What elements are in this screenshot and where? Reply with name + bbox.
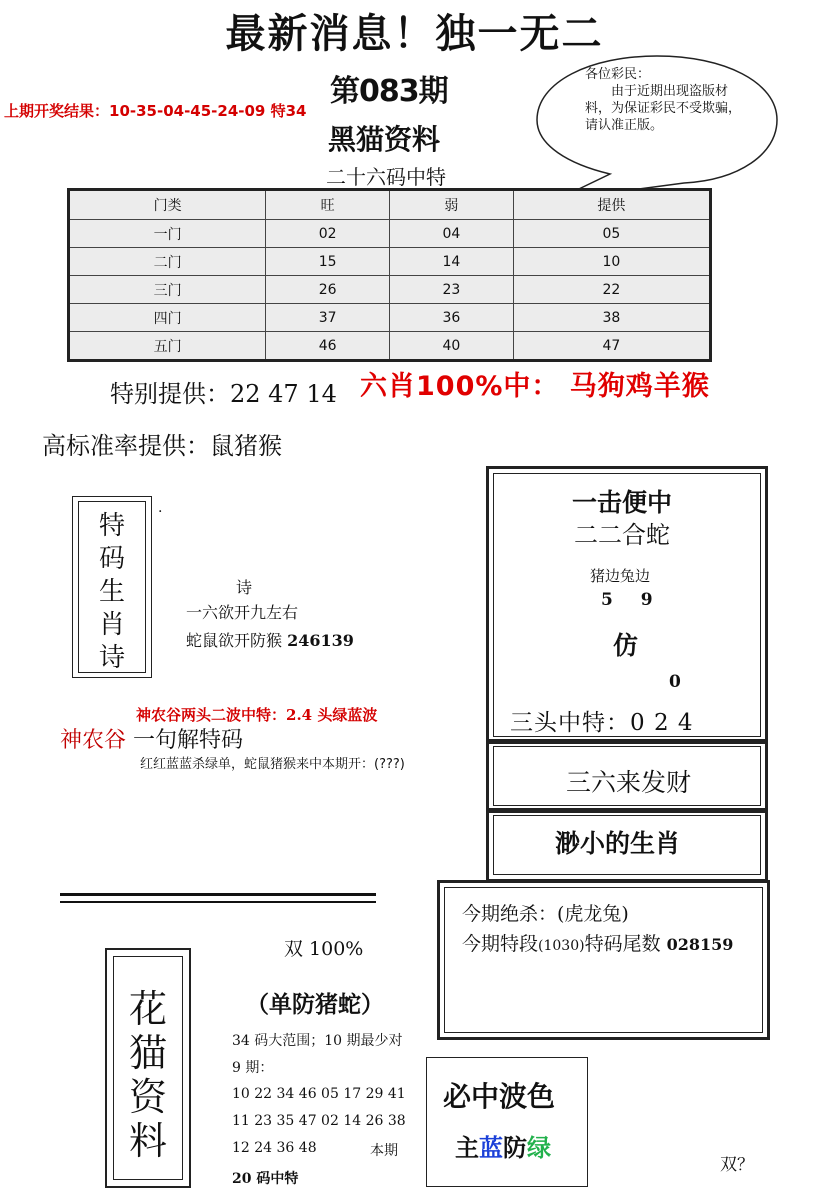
table-cell: 46 bbox=[266, 332, 390, 361]
table-cell: 36 bbox=[389, 304, 513, 332]
subtitle-26-codes: 二十六码中特 bbox=[326, 165, 446, 189]
six-zodiac: 六肖100%中： 马狗鸡羊猴 bbox=[360, 371, 710, 402]
snake-line: 二二合蛇 bbox=[574, 521, 670, 549]
table-row bbox=[69, 276, 711, 304]
wave-main: 主 bbox=[455, 1133, 479, 1162]
table-cell: 38 bbox=[513, 304, 710, 332]
divider-line bbox=[60, 893, 376, 896]
flower-cat-line-6: 20 码中特 bbox=[232, 1171, 299, 1187]
table-cell: 37 bbox=[266, 304, 390, 332]
sanliu-text: 三六来发财 bbox=[566, 768, 692, 797]
one-hit-title: 一击便中 bbox=[572, 488, 673, 517]
flower-cat-line-5: 12 24 36 48 bbox=[232, 1140, 317, 1156]
door-table bbox=[67, 188, 712, 362]
kill-line-1: 今期绝杀：(虎龙兔) bbox=[462, 903, 629, 925]
wave-blue: 蓝 bbox=[479, 1133, 503, 1162]
flower-cat-line-4: 11 23 35 47 02 14 26 38 bbox=[232, 1113, 406, 1129]
table-cell: 04 bbox=[389, 220, 513, 248]
table-header: 弱 bbox=[389, 190, 513, 220]
wave-green: 绿 bbox=[527, 1133, 551, 1162]
tiny-zodiac-text: 渺小的生肖 bbox=[555, 829, 681, 858]
table-cell: 26 bbox=[266, 276, 390, 304]
dot-mark: . bbox=[158, 500, 163, 516]
table-cell: 五门 bbox=[69, 332, 266, 361]
special-offer: 特别提供：22 47 14 bbox=[110, 380, 337, 408]
kill-line-2-mid: 特码尾数 bbox=[584, 933, 661, 955]
table-cell: 一门 bbox=[69, 220, 266, 248]
flower-cat-box bbox=[105, 948, 191, 1188]
poem-title-box bbox=[72, 496, 152, 678]
table-row bbox=[69, 220, 711, 248]
table-row bbox=[69, 248, 711, 276]
flower-cat-line-2: 9 期： bbox=[232, 1060, 274, 1076]
table-header: 门类 bbox=[69, 190, 266, 220]
notice-body: 由于近期出现盗版材料，为保证彩民不受欺骗，请认准正版。 bbox=[585, 84, 742, 133]
page-title: 最新消息！独一无二 bbox=[225, 10, 604, 57]
shennong-wave-line: 神农谷两头二波中特：2.4 头绿蓝波 bbox=[136, 706, 378, 724]
table-cell: 15 bbox=[266, 248, 390, 276]
table-cell: 05 bbox=[513, 220, 710, 248]
table-cell: 10 bbox=[513, 248, 710, 276]
odd-defend-line: （单防猪蛇） bbox=[246, 991, 384, 1018]
poem-title-box-inner bbox=[78, 501, 146, 673]
table-cell: 47 bbox=[513, 332, 710, 361]
kill-line-2-range: (1030) bbox=[538, 938, 585, 954]
table-cell: 二门 bbox=[69, 248, 266, 276]
pig-rabbit-line: 猪边兔边 bbox=[590, 567, 651, 585]
table-header: 旺 bbox=[266, 190, 390, 220]
table-cell: 四门 bbox=[69, 304, 266, 332]
divider-line bbox=[60, 901, 376, 903]
kill-line-2 bbox=[462, 929, 733, 956]
high-rate-offer: 高标准率提供：鼠猪猴 bbox=[42, 432, 282, 460]
black-cat-heading: 黑猫资料 bbox=[328, 123, 441, 156]
shennong-title-rest: 一句解特码 bbox=[133, 728, 244, 753]
notice-greeting: 各位彩民： bbox=[585, 67, 651, 82]
issue-number: 第083期 bbox=[330, 74, 448, 109]
shennong-title-red: 神农谷 bbox=[60, 728, 127, 753]
double-100: 双 100% bbox=[284, 938, 364, 960]
numbers-5-9: 5 9 bbox=[601, 590, 653, 610]
poem-line-2-number: 246139 bbox=[287, 631, 354, 650]
notice-text bbox=[585, 66, 745, 134]
flower-cat-line-5-suffix: 本期 bbox=[370, 1143, 398, 1159]
table-cell: 14 bbox=[389, 248, 513, 276]
flower-cat-line-1: 34 码大范围；10 期最少对 bbox=[232, 1033, 403, 1049]
fang-char: 仿 bbox=[613, 631, 639, 660]
table-cell: 40 bbox=[389, 332, 513, 361]
poem-line-2-text: 蛇鼠欲开防猴 bbox=[186, 631, 283, 650]
three-head-line: 三头中特：0 2 4 bbox=[510, 710, 694, 736]
flower-cat-box-inner bbox=[113, 956, 183, 1180]
poem-heading: 诗 bbox=[236, 578, 253, 597]
table-row bbox=[69, 304, 711, 332]
table-cell: 22 bbox=[513, 276, 710, 304]
table-cell: 02 bbox=[266, 220, 390, 248]
kill-line-2-number: 028159 bbox=[666, 935, 734, 954]
poem-line-1: 一六欲开九左右 bbox=[186, 603, 299, 622]
last-result: 上期开奖结果：10-35-04-45-24-09 特34 bbox=[4, 102, 307, 120]
table-row bbox=[69, 332, 711, 361]
zero-number: 0 bbox=[669, 672, 681, 692]
table-header-row bbox=[69, 190, 711, 220]
flower-cat-line-3: 10 22 34 46 05 17 29 41 bbox=[232, 1086, 406, 1102]
poem-line-2 bbox=[186, 628, 354, 651]
wave-color-line bbox=[455, 1128, 551, 1163]
poem-title: 特码生肖诗 bbox=[98, 511, 125, 673]
table-header: 提供 bbox=[513, 190, 710, 220]
table-cell: 23 bbox=[389, 276, 513, 304]
shennong-riddle: 红红蓝蓝杀绿单，蛇鼠猪猴来中本期开：(???) bbox=[140, 757, 405, 772]
wave-defend: 防 bbox=[503, 1133, 527, 1162]
flower-cat-title: 花猫资料 bbox=[128, 987, 167, 1163]
kill-line-2-prefix: 今期特段 bbox=[462, 933, 539, 955]
wave-color-title: 必中波色 bbox=[443, 1080, 556, 1113]
double-question: 双？ bbox=[720, 1155, 754, 1175]
table-cell: 三门 bbox=[69, 276, 266, 304]
